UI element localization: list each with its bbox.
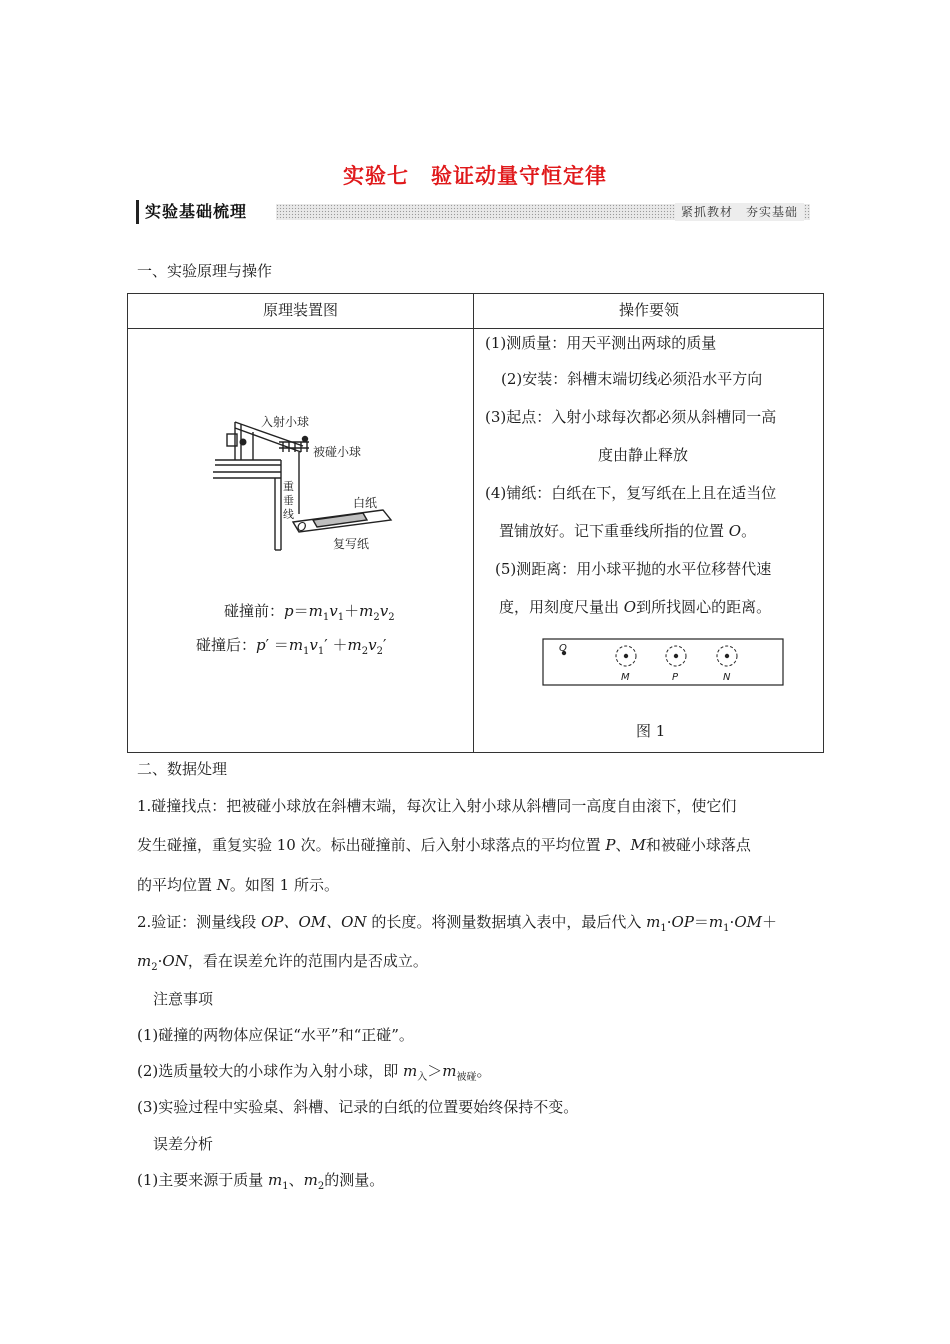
- page-title: 实验七 验证动量守恒定律: [343, 164, 607, 188]
- section-heading-data: 二、数据处理: [137, 760, 228, 778]
- note-2: (2)选质量较大的小球作为入射小球，即 $m_入>m_{被碰}$。: [137, 1062, 492, 1083]
- banner-subtitle: 紧抓教材 夯实基础: [675, 203, 804, 221]
- processing-1-line2-end: 和被碰小球落点: [645, 836, 751, 854]
- note-2-text: (2)选质量较大的小球作为入射小球，即: [137, 1062, 404, 1080]
- processing-2-line2-tail: ，看在误差允许的范围内是否成立。: [187, 952, 428, 970]
- table-header-divider: [128, 328, 823, 329]
- section-heading-principle: 一、实验原理与操作: [137, 262, 273, 280]
- processing-1-line2-text: 发生碰撞，重复实验 10 次。标出碰撞前、后入射小球落点的平均位置: [137, 836, 606, 854]
- before-label: 碰撞前：: [224, 602, 285, 620]
- step-4-end: 。: [741, 522, 757, 540]
- processing-2-line1-text: 2.验证：测量线段: [137, 913, 262, 931]
- apparatus-diagram: [213, 412, 403, 562]
- fig-point-m: M: [621, 672, 630, 683]
- fig-point-n: N: [723, 672, 731, 683]
- error-title: 误差分析: [153, 1135, 214, 1153]
- notes-title: 注意事项: [153, 990, 214, 1008]
- point-sep: 、: [615, 836, 631, 854]
- fig-point-p: P: [672, 672, 679, 683]
- after-label: 碰撞后：: [196, 636, 257, 654]
- label-target-ball: 被碰小球: [313, 445, 362, 459]
- processing-1-line3a: 的平均位置: [137, 876, 217, 894]
- segments: OP、OM、ON: [261, 913, 367, 931]
- error-1-text: (1)主要来源于质量: [137, 1171, 269, 1189]
- table-column-divider: [473, 294, 474, 752]
- processing-1-line2: [137, 834, 751, 855]
- label-carbon-paper: 复写纸: [333, 537, 370, 551]
- point-p: P: [605, 836, 616, 854]
- momentum-after: 碰撞后：$p' =m_1v_1' +m_2v_2'$: [196, 636, 387, 657]
- step-4-o: O: [728, 522, 742, 540]
- step-5-cont: [499, 596, 771, 617]
- table-header-steps: 操作要领: [618, 301, 679, 319]
- banner-title: 实验基础梳理: [136, 200, 285, 224]
- label-white-paper: 白纸: [353, 496, 378, 510]
- note-3: (3)实验过程中实验桌、斜槽、记录的白纸的位置要始终保持不变。: [137, 1098, 579, 1116]
- momentum-before: 碰撞前：$p=m_1v_1+m_2v_2$: [224, 602, 395, 623]
- label-origin: O: [297, 520, 307, 534]
- processing-2-line2: $m_2\cdot ON$，看在误差允许的范围内是否成立。: [137, 952, 428, 973]
- error-1: (1)主要来源于质量 $m_1$、$m_2$的测量。: [137, 1171, 385, 1192]
- principle-table: [127, 293, 824, 753]
- processing-2-line1: 2.验证：测量线段 OP、OM、ON 的长度。将测量数据填入表中，最后代入 $m_1\cdot OP=m_1\cdot OM+$: [137, 913, 777, 934]
- step-1: (1)测质量：用天平测出两球的质量: [485, 334, 717, 352]
- step-3: (3)起点：入射小球每次都必须从斜槽同一高: [485, 408, 777, 426]
- label-plumb-line: 重垂线: [283, 480, 294, 521]
- fig-point-o: O: [559, 643, 567, 654]
- table-header-diagram: 原理装置图: [262, 301, 338, 319]
- step-4-cont-text: 置铺放好。记下重垂线所指的位置: [499, 522, 729, 540]
- step-4-cont: [499, 520, 756, 541]
- processing-1-line3b: 。如图 1 所示。: [229, 876, 339, 894]
- label-incident-ball: 入射小球: [261, 415, 310, 429]
- step-5-end: 到所找圆心的距离。: [636, 598, 772, 616]
- step-3-cont: 度由静止释放: [598, 446, 689, 464]
- note-1: (1)碰撞的两物体应保证“水平”和“正碰”。: [137, 1026, 414, 1044]
- step-4: (4)铺纸：白纸在下，复写纸在上且在适当位: [485, 484, 777, 502]
- section-banner: [136, 200, 810, 224]
- error-1-end: 的测量。: [324, 1171, 385, 1189]
- processing-2-line1-rest: 的长度。将测量数据填入表中，最后代入: [366, 913, 647, 931]
- point-n: N: [216, 876, 230, 894]
- processing-1-line1: 1.碰撞找点：把被碰小球放在斜槽末端，每次让入射小球从斜槽同一高度自由滚下，使它们: [137, 797, 737, 815]
- figure-1-caption: 图 1: [636, 722, 666, 740]
- step-2: (2)安装：斜槽末端切线必须沿水平方向: [501, 370, 763, 388]
- step-5-o: O: [623, 598, 637, 616]
- figure-1-landing-points: [542, 638, 784, 686]
- processing-1-line3: [137, 874, 339, 895]
- step-5-cont-text: 度，用刻度尺量出: [499, 598, 624, 616]
- step-5: (5)测距离：用小球平抛的水平位移替代速: [495, 560, 772, 578]
- point-m: M: [630, 836, 646, 854]
